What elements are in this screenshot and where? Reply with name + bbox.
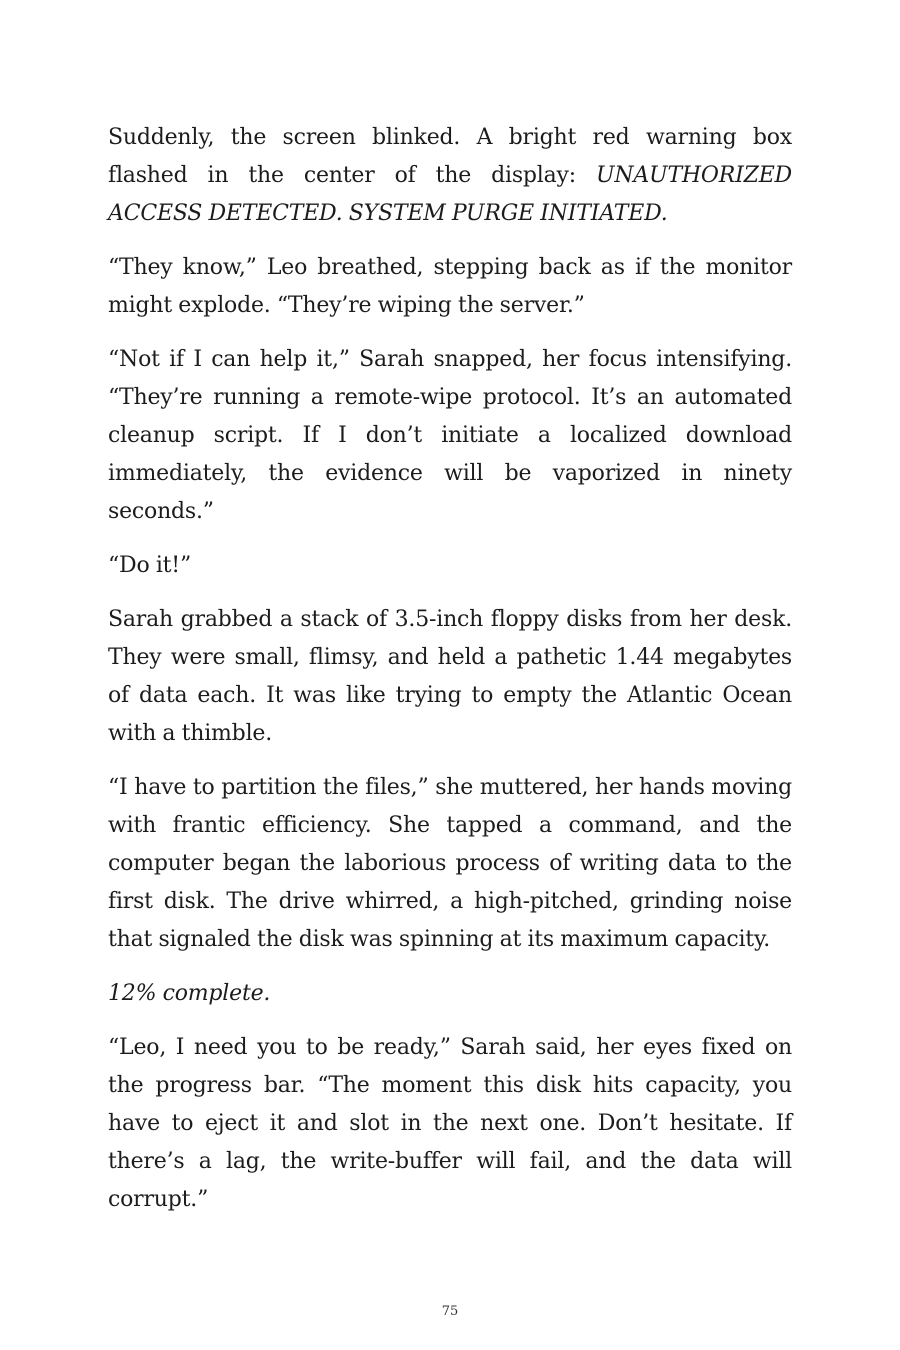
page-number: 75 [441, 1304, 459, 1319]
paragraph-floppy-disks [108, 601, 792, 753]
paragraph-text: Suddenly, the screen blinked. A bright red warning box flashed in the center of the display: [108, 125, 792, 188]
paragraph-do-it [108, 547, 792, 585]
paragraph-leo-breathed [108, 249, 792, 325]
paragraph-warning [108, 119, 792, 233]
paragraph-be-ready [108, 1029, 792, 1219]
paragraph-text: “Do it!” [108, 553, 191, 578]
paragraph-progress [108, 975, 792, 1013]
paragraph-partition [108, 769, 792, 959]
paragraph-text: “They know,” Leo breathed, stepping back as if the monitor might explode. “They’re wiping the server.” [108, 255, 792, 318]
paragraph-sarah-snapped [108, 341, 792, 531]
paragraph-text: Sarah grabbed a stack of 3.5-inch floppy disks from her desk. They were small, flimsy, and held a pathetic 1.44 megabytes of data each. It was like trying to empty the Atlantic Ocean with a thimble. [108, 607, 792, 746]
paragraph-text: “Not if I can help it,” Sarah snapped, her focus intensifying. “They’re running a remote-wipe protocol. It’s an automated cleanup script. If I don’t initiate a localized download immediately, the evidence will be vaporized in ninety seconds.” [108, 347, 792, 524]
page-body [108, 119, 792, 1235]
warning-message: UNAUTHORIZED ACCESS DETECTED. SYSTEM PURGE INITIATED. [108, 163, 792, 226]
progress-text: 12% complete. [108, 981, 271, 1006]
paragraph-text: “I have to partition the files,” she muttered, her hands moving with frantic efficiency. She tapped a command, and the computer began the laborious process of writing data to the first disk. The drive whirred, a high-pitched, grinding noise that signaled the disk was spinning at its maximum capacity. [108, 775, 792, 952]
paragraph-text: “Leo, I need you to be ready,” Sarah said, her eyes fixed on the progress bar. “The moment this disk hits capacity, you have to eject it and slot in the next one. Don’t hesitate. If there’s a lag, the write-buffer will fail, and the data will corrupt.” [108, 1035, 792, 1212]
